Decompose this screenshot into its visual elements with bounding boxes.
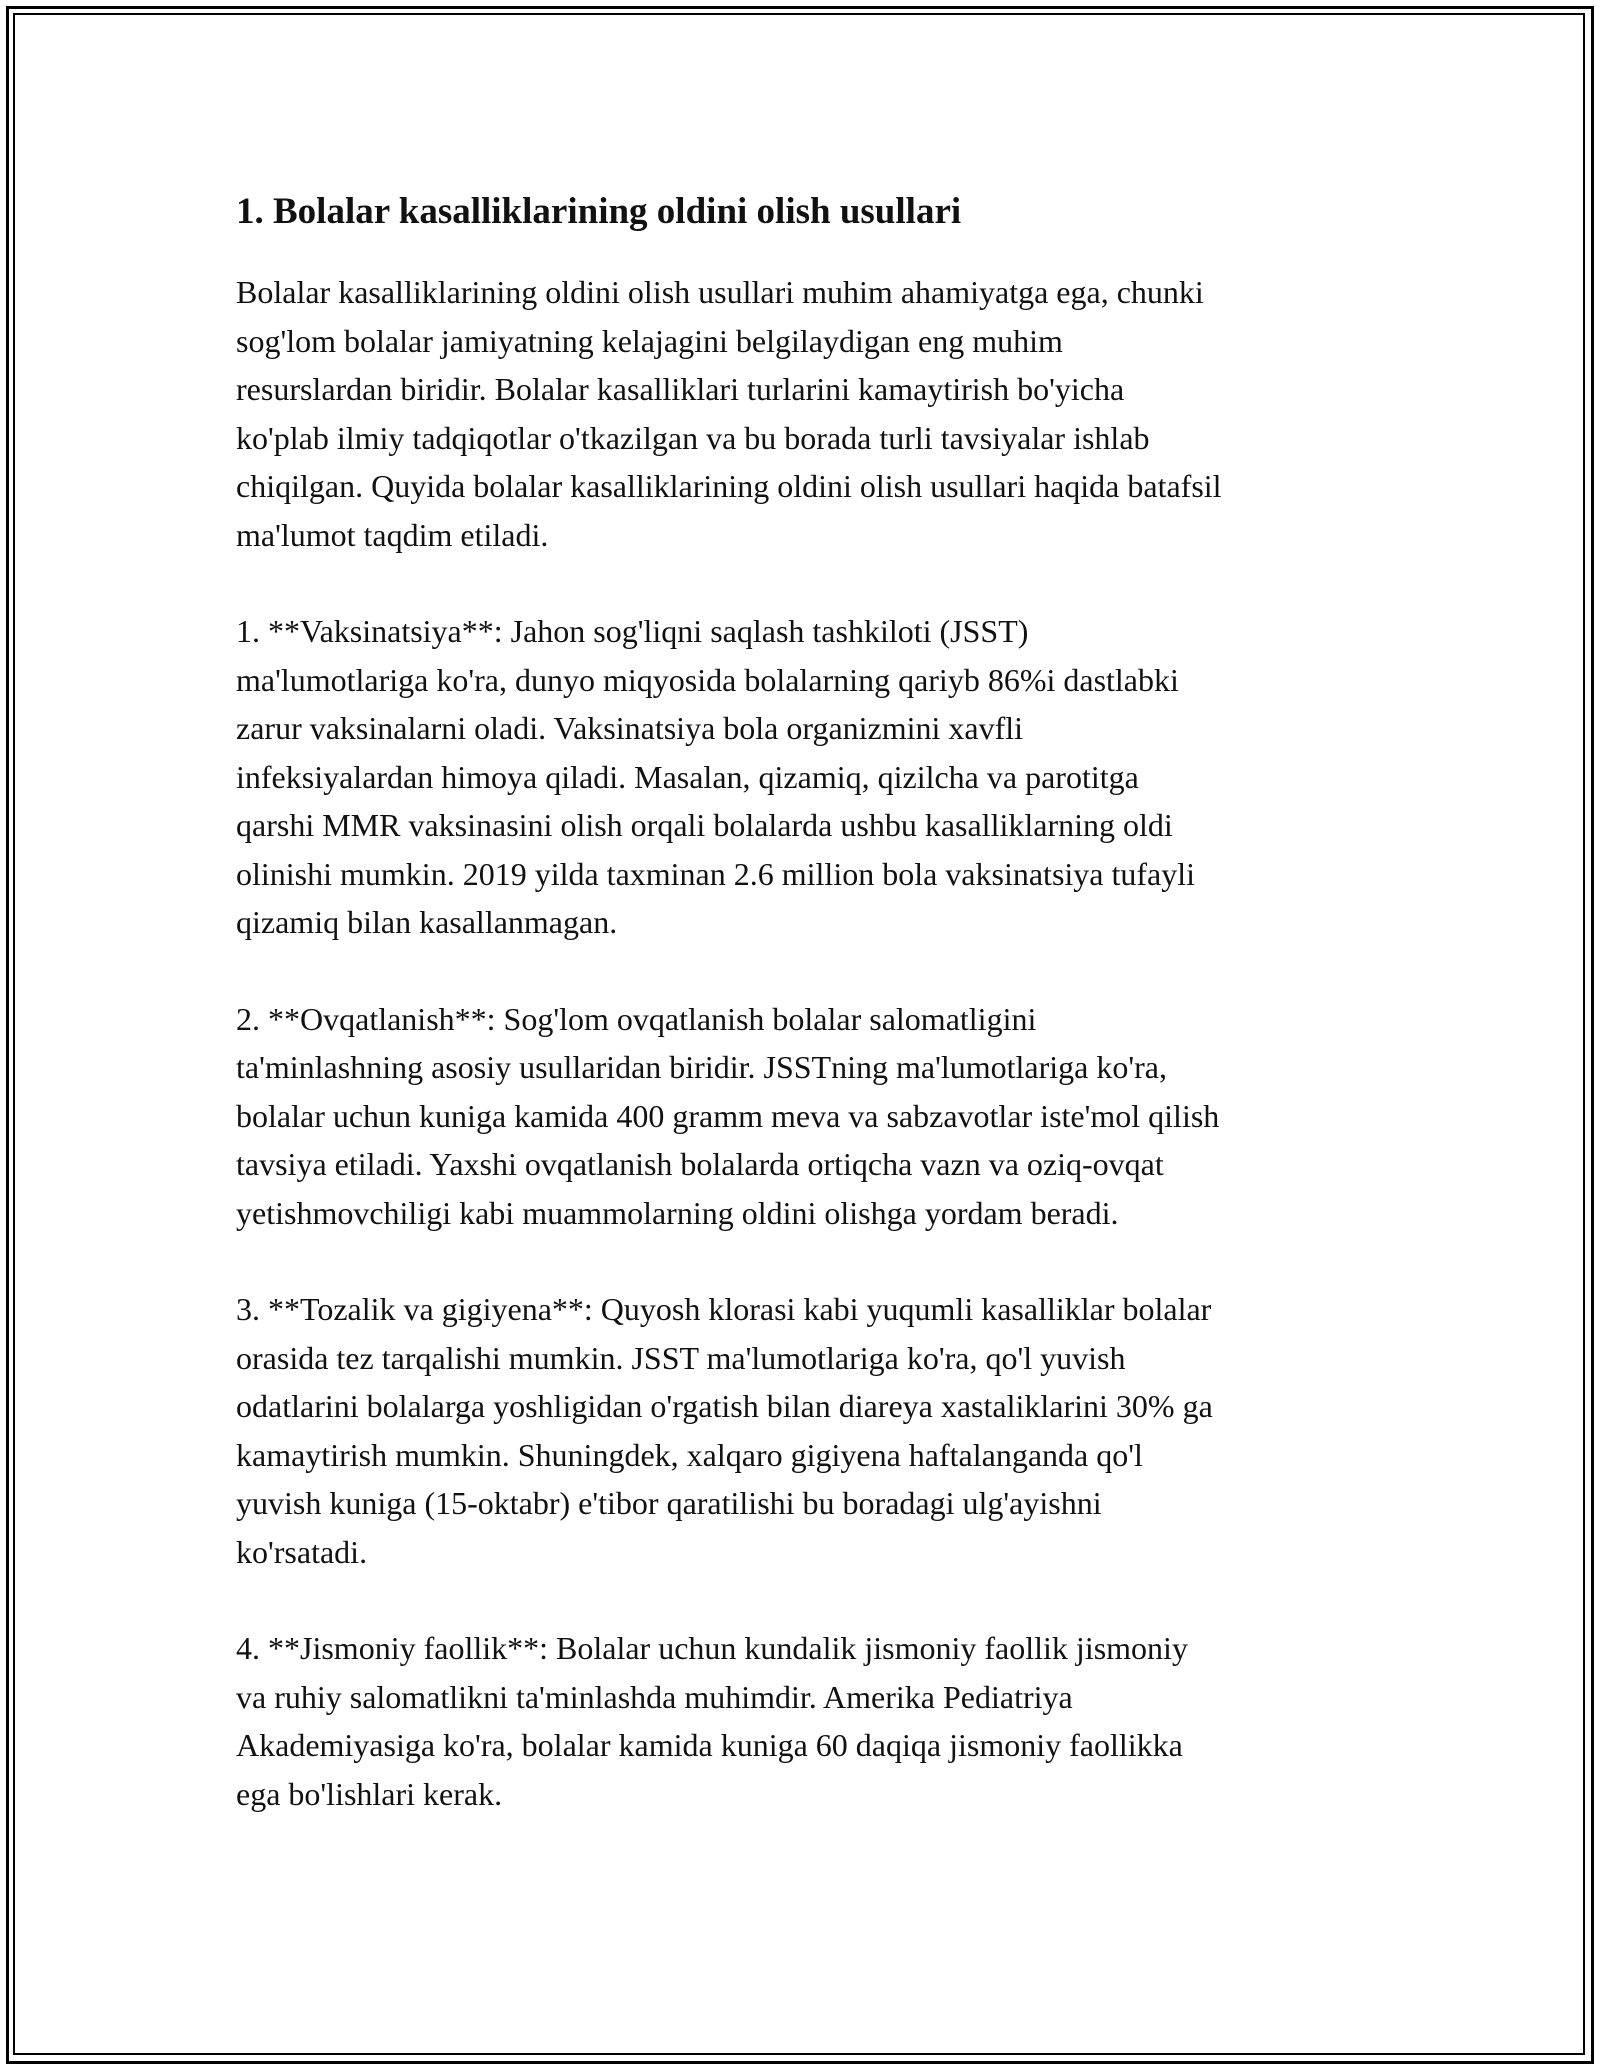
intro-paragraph: Bolalar kasalliklarining oldini olish usullari muhim ahamiyatga ega, chunki sog'lom bolalar jamiyatning kelajagini belgilaydigan eng muhim resurslardan biridir. Bolalar kasalliklari turlarini kamaytirish bo'yicha ko'plab ilmiy tadqiqotlar o'tkazilgan va bu borada turli tavsiyalar ishlab chiqilgan. Quyida bolalar kasalliklarining oldini olish usullari haqida batafsil ma'lumot taqdim etiladi. (236, 274, 1222, 553)
section-heading: 1. Bolalar kasalliklarining oldini olish usullari (236, 191, 962, 232)
document-body (236, 188, 1386, 1866)
nutrition-paragraph: 2. **Ovqatlanish**: Sog'lom ovqatlanish bolalar salomatligini ta'minlashning asosiy usullaridan biridir. JSSTning ma'lumotlariga ko'ra, bolalar uchun kuniga kamida 400 gramm meva va sabzavotlar iste'mol qilish tavsiya etiladi. Yaxshi ovqatlanish bolalarda ortiqcha vazn va oziq-ovqat yetishmovchiligi kabi muammolarning oldini olishga yordam beradi. (236, 1000, 1220, 1231)
hygiene-paragraph: 3. **Tozalik va gigiyena**: Quyosh klorasi kabi yuqumli kasalliklar bolalar orasida tez tarqalishi mumkin. JSST ma'lumotlariga ko'ra, qo'l yuvish odatlarini bolalarga yoshligidan o'rgatish bilan diareya xastaliklarini 30% ga kamaytirish mumkin. Shuningdek, xalqaro gigiyena haftalanganda qo'l yuvish kuniga (15-oktabr) e'tibor qaratilishi bu boradagi ulg'ayishni ko'rsatadi. (236, 1291, 1213, 1570)
vaccination-paragraph: 1. **Vaksinatsiya**: Jahon sog'liqni saqlash tashkiloti (JSST) ma'lumotlariga ko'ra, dunyo miqyosida bolalarning qariyb 86%i dastlabki zarur vaksinalarni oladi. Vaksinatsiya bola organizmini xavfli infeksiyalardan himoya qiladi. Masalan, qizamiq, qizilcha va parotitga qarshi MMR vaksinasini olish orqali bolalarda ushbu kasalliklarning oldi olinishi mumkin. 2019 yilda taxminan 2.6 million bola vaksinatsiya tufayli qizamiq bilan kasallanmagan. (236, 613, 1196, 940)
physical-activity-paragraph: 4. **Jismoniy faollik**: Bolalar uchun kundalik jismoniy faollik jismoniy va ruhiy salomatlikni ta'minlashda muhimdir. Amerika Pediatriya Akademiyasiga ko'ra, bolalar kamida kuniga 60 daqiqa jismoniy faollikka ega bo'lishlari kerak. (236, 1630, 1188, 1812)
